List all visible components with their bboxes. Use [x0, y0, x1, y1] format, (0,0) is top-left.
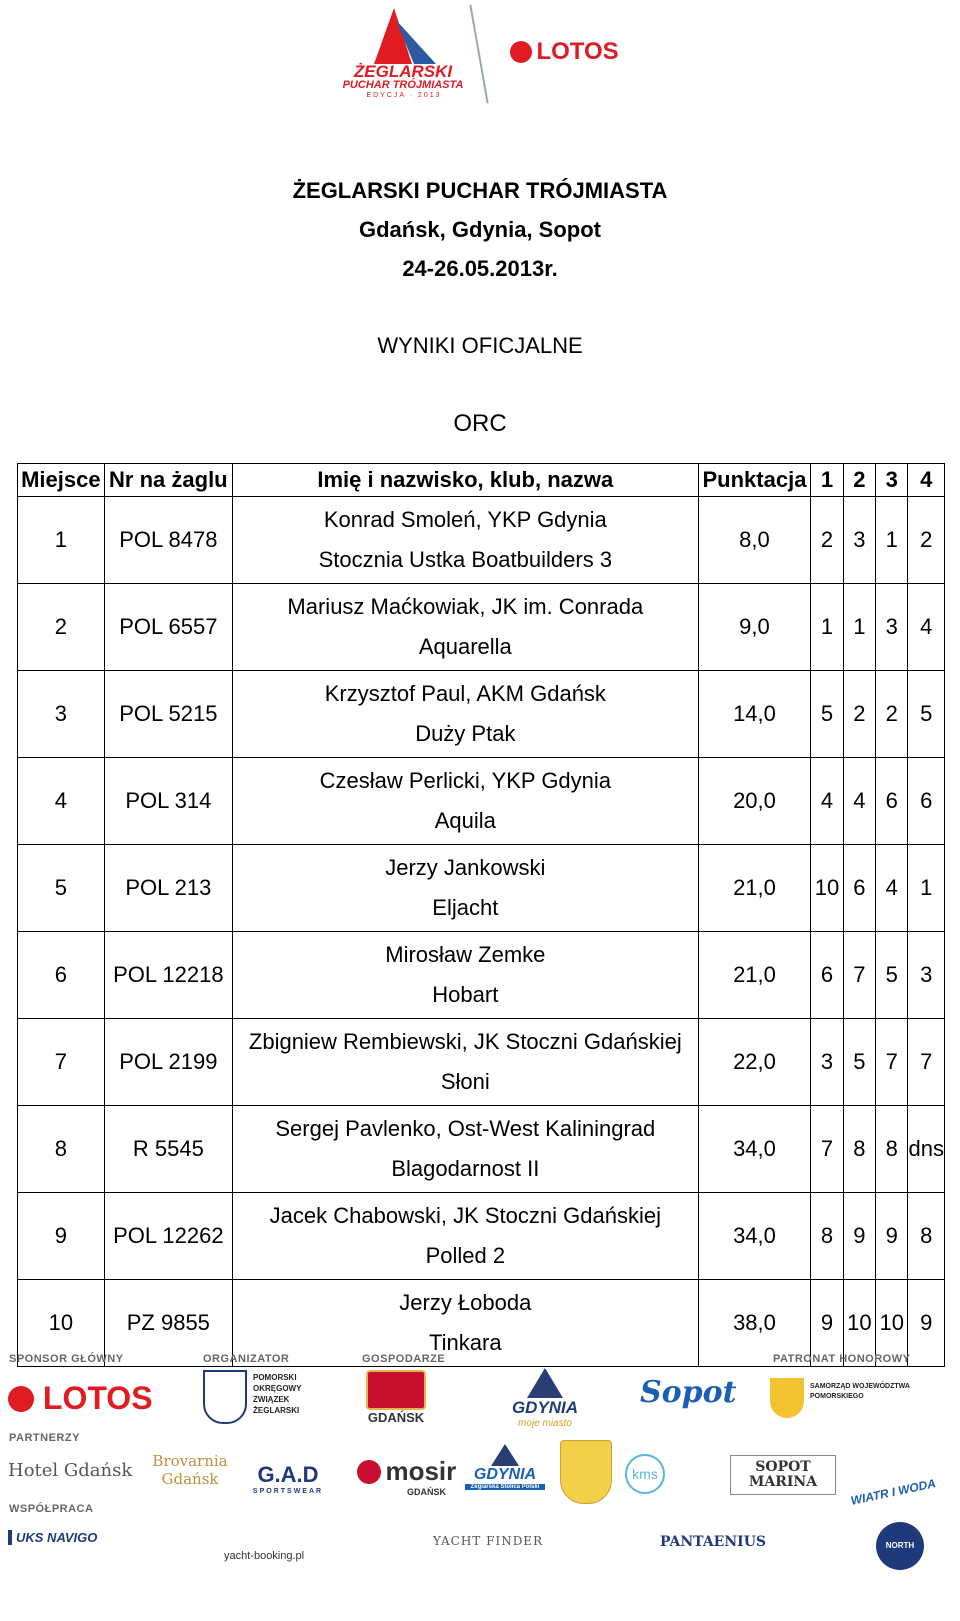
pantaenius-logo: PANTAENIUS — [660, 1534, 767, 1550]
cell-race-1: 5 — [811, 671, 843, 758]
cell-race-1: 9 — [811, 1280, 843, 1367]
cell-points: 22,0 — [698, 1019, 811, 1106]
sponsors-section: SPONSOR GŁÓWNY ORGANIZATOR GOSPODARZE PATRONAT HONOROWY PARTNERZY WSPÓŁPRACA LOTOS POMORSKI OKRĘGOWY ZWIĄZEK ŻEGLARSKI GDAŃSK GDYNIA moje miasto Sopot SAMORZĄD WOJEWÓDZTWA POMORSKIEGO Hotel Gdańsk Brovarnia Gdańsk G.A.D SPORTSWEAR mosir GDAŃSK GDYNIA Żeglarska Stolica Polski kms SOPOT MARINA WIATR I WODA UKS NAVIGO yacht-booking.pl YACHT FINDER PANTAENIUS NORTH SAILS — [8, 1353, 937, 1598]
sail-icon — [527, 1368, 563, 1398]
cell-place: 8 — [18, 1106, 105, 1193]
results-body — [18, 497, 945, 1367]
cell-name — [233, 758, 699, 845]
cell-race-2: 9 — [843, 1193, 875, 1280]
cell-race-4: 5 — [908, 671, 945, 758]
cell-sail: POL 12218 — [104, 932, 232, 1019]
header-race-1: 1 — [811, 464, 843, 497]
kms-logo — [625, 1454, 665, 1494]
event-logo-line3: EDYCJA · 2013 — [366, 92, 442, 99]
cell-points: 34,0 — [698, 1106, 811, 1193]
table-row — [18, 845, 945, 932]
lotos-text: LOTOS — [536, 38, 619, 65]
cell-race-1: 4 — [811, 758, 843, 845]
cell-race-1: 6 — [811, 932, 843, 1019]
title-line1: ŻEGLARSKI PUCHAR TRÓJMIASTA — [292, 178, 668, 203]
cell-race-2: 3 — [843, 497, 875, 584]
griffin-shield-icon — [770, 1378, 804, 1418]
gdynia-logo: GDYNIA moje miasto — [500, 1368, 590, 1429]
cell-points: 9,0 — [698, 584, 811, 671]
cell-place: 4 — [18, 758, 105, 845]
gdansk-logo: GDAŃSK — [360, 1370, 432, 1425]
school-sports-crest-icon — [560, 1440, 612, 1504]
skipper-club: Konrad Smoleń, YKP Gdynia — [323, 507, 607, 532]
cell-race-3: 5 — [876, 932, 908, 1019]
cell-name — [233, 584, 699, 671]
title-line2: Gdańsk, Gdynia, Sopot — [358, 217, 602, 242]
header-race-2: 2 — [843, 464, 875, 497]
cell-race-1: 1 — [811, 584, 843, 671]
cell-name — [233, 1019, 699, 1106]
cell-sail: PZ 9855 — [104, 1280, 232, 1367]
cell-race-1: 7 — [811, 1106, 843, 1193]
cell-race-4: 2 — [908, 497, 945, 584]
cell-sail: POL 8478 — [104, 497, 232, 584]
skipper-club: Krzysztof Paul, AKM Gdańsk — [324, 681, 606, 706]
cell-race-2: 5 — [843, 1019, 875, 1106]
cell-race-4: 6 — [908, 758, 945, 845]
label-cooperation: WSPÓŁPRACA — [9, 1503, 94, 1515]
cell-race-3: 10 — [876, 1280, 908, 1367]
header-race-3: 3 — [876, 464, 908, 497]
cell-race-4: 9 — [908, 1280, 945, 1367]
results-table — [17, 463, 945, 1367]
skipper-club: Zbigniew Rembiewski, JK Stoczni Gdańskiej — [248, 1029, 682, 1054]
cell-sail: POL 314 — [104, 758, 232, 845]
cell-race-2: 6 — [843, 845, 875, 932]
header-place: Miejsce — [18, 464, 105, 497]
yacht-booking-logo: yacht-booking.pl — [224, 1550, 305, 1562]
skipper-club: Mariusz Maćkowiak, JK im. Conrada — [287, 594, 644, 619]
cell-name — [233, 1193, 699, 1280]
skipper-club: Sergej Pavlenko, Ost-West Kaliningrad — [275, 1116, 656, 1141]
boat-name: Polled 2 — [425, 1243, 506, 1268]
cell-points: 20,0 — [698, 758, 811, 845]
yacht-finder-logo: YACHT FINDER — [433, 1534, 544, 1548]
lotos-logo: LOTOS — [8, 1378, 153, 1417]
event-logo-line2: PUCHAR TRÓJMIASTA — [342, 79, 464, 91]
cell-race-2: 2 — [843, 671, 875, 758]
cell-points: 38,0 — [698, 1280, 811, 1367]
cell-points: 21,0 — [698, 932, 811, 1019]
lotos-icon — [510, 41, 532, 63]
cell-name — [233, 1106, 699, 1193]
cell-race-3: 9 — [876, 1193, 908, 1280]
event-logo — [342, 6, 476, 102]
gdynia2-logo: GDYNIA Żeglarska Stolica Polski — [465, 1444, 545, 1490]
cell-race-2: 10 — [843, 1280, 875, 1367]
cell-name — [233, 845, 699, 932]
cell-race-4: 3 — [908, 932, 945, 1019]
event-logo-line1: ŻEGLARSKI — [353, 62, 453, 81]
cell-race-2: 4 — [843, 758, 875, 845]
wiatr-woda-logo: WIATR I WODA — [849, 1476, 937, 1508]
title-date: 24-26.05.2013r. — [402, 256, 558, 281]
label-organizer: ORGANIZATOR — [203, 1353, 290, 1365]
cell-race-2: 1 — [843, 584, 875, 671]
cell-race-4: 8 — [908, 1193, 945, 1280]
cell-points: 34,0 — [698, 1193, 811, 1280]
cell-sail: POL 12262 — [104, 1193, 232, 1280]
label-patronage: PATRONAT HONOROWY — [773, 1353, 911, 1365]
skipper-club: Mirosław Zemke — [385, 942, 546, 967]
table-row — [18, 1019, 945, 1106]
kms-ring-icon: kms — [625, 1454, 665, 1494]
cell-place: 10 — [18, 1280, 105, 1367]
skipper-club: Jerzy Jankowski — [385, 855, 546, 880]
table-row — [18, 758, 945, 845]
header-sail: Nr na żaglu — [104, 464, 232, 497]
cell-place: 3 — [18, 671, 105, 758]
mosir-logo: mosir GDAŃSK — [357, 1456, 456, 1497]
cell-race-3: 7 — [876, 1019, 908, 1106]
header-race-4: 4 — [908, 464, 945, 497]
header-points: Punktacja — [698, 464, 811, 497]
north-sails-logo: NORTH SAILS — [876, 1522, 924, 1570]
cell-place: 9 — [18, 1193, 105, 1280]
cell-place: 5 — [18, 845, 105, 932]
boat-name: Tinkara — [429, 1330, 502, 1355]
header-name: Imię i nazwisko, klub, nazwa — [233, 464, 699, 497]
uks-navigo-logo: UKS NAVIGO — [8, 1530, 97, 1545]
cell-name — [233, 497, 699, 584]
sail-icon — [491, 1444, 519, 1466]
boat-name: Hobart — [432, 982, 499, 1007]
boat-name: Stocznia Ustka Boatbuilders 3 — [318, 547, 613, 572]
sopot-marina-logo: SOPOT MARINA — [730, 1455, 836, 1495]
cell-race-3: 8 — [876, 1106, 908, 1193]
boat-name: Eljacht — [432, 895, 499, 920]
anchor-shield-icon — [203, 1370, 247, 1424]
cell-place: 7 — [18, 1019, 105, 1106]
label-main-sponsor: SPONSOR GŁÓWNY — [9, 1353, 124, 1365]
cell-sail: POL 6557 — [104, 584, 232, 671]
cell-race-2: 8 — [843, 1106, 875, 1193]
sopot-logo: Sopot — [640, 1375, 737, 1410]
results-title: WYNIKI OFICJALNE — [377, 333, 583, 358]
class-name: ORC — [453, 410, 507, 437]
cell-points: 14,0 — [698, 671, 811, 758]
cell-race-1: 2 — [811, 497, 843, 584]
brovarnia-logo: Brovarnia Gdańsk — [152, 1452, 228, 1488]
boat-name: Blagodarnost II — [391, 1156, 540, 1181]
table-header-row — [18, 464, 945, 497]
cell-sail: R 5545 — [104, 1106, 232, 1193]
boat-name: Słoni — [440, 1069, 490, 1094]
cell-race-1: 10 — [811, 845, 843, 932]
cell-sail: POL 2199 — [104, 1019, 232, 1106]
cell-race-1: 3 — [811, 1019, 843, 1106]
skipper-club: Czesław Perlicki, YKP Gdynia — [319, 768, 612, 793]
cell-race-1: 8 — [811, 1193, 843, 1280]
gdansk-crest-icon — [366, 1370, 426, 1410]
gad-logo: G.A.D SPORTSWEAR — [252, 1462, 324, 1495]
skipper-club: Jerzy Łoboda — [399, 1290, 532, 1315]
cell-place: 6 — [18, 932, 105, 1019]
lotos-icon — [8, 1386, 34, 1412]
hotel-gdansk-logo: Hotel Gdańsk — [8, 1460, 133, 1481]
cell-race-4: dns — [908, 1106, 945, 1193]
cell-race-3: 1 — [876, 497, 908, 584]
table-row — [18, 932, 945, 1019]
cell-name — [233, 932, 699, 1019]
table-row — [18, 671, 945, 758]
cell-race-3: 6 — [876, 758, 908, 845]
cell-race-3: 2 — [876, 671, 908, 758]
skipper-club: Jacek Chabowski, JK Stoczni Gdańskiej — [269, 1203, 661, 1228]
table-row — [18, 497, 945, 584]
cell-race-3: 3 — [876, 584, 908, 671]
lotos-logo-top — [510, 38, 619, 66]
cell-race-3: 4 — [876, 845, 908, 932]
cell-race-4: 7 — [908, 1019, 945, 1106]
cell-race-2: 7 — [843, 932, 875, 1019]
cell-sail: POL 213 — [104, 845, 232, 932]
boat-name: Aquarella — [418, 634, 512, 659]
cell-name — [233, 671, 699, 758]
cell-name — [233, 1280, 699, 1367]
cell-place: 1 — [18, 497, 105, 584]
boat-name: Duży Ptak — [415, 721, 516, 746]
cell-race-4: 4 — [908, 584, 945, 671]
cell-points: 21,0 — [698, 845, 811, 932]
label-partners: PARTNERZY — [9, 1432, 80, 1444]
table-row — [18, 1106, 945, 1193]
cell-points: 8,0 — [698, 497, 811, 584]
table-row — [18, 584, 945, 671]
cell-race-4: 1 — [908, 845, 945, 932]
boat-name: Aquila — [434, 808, 496, 833]
mosir-icon — [357, 1460, 381, 1484]
cell-sail: POL 5215 — [104, 671, 232, 758]
cell-place: 2 — [18, 584, 105, 671]
label-hosts: GOSPODARZE — [362, 1353, 446, 1365]
header-logos — [0, 0, 960, 110]
table-row — [18, 1193, 945, 1280]
